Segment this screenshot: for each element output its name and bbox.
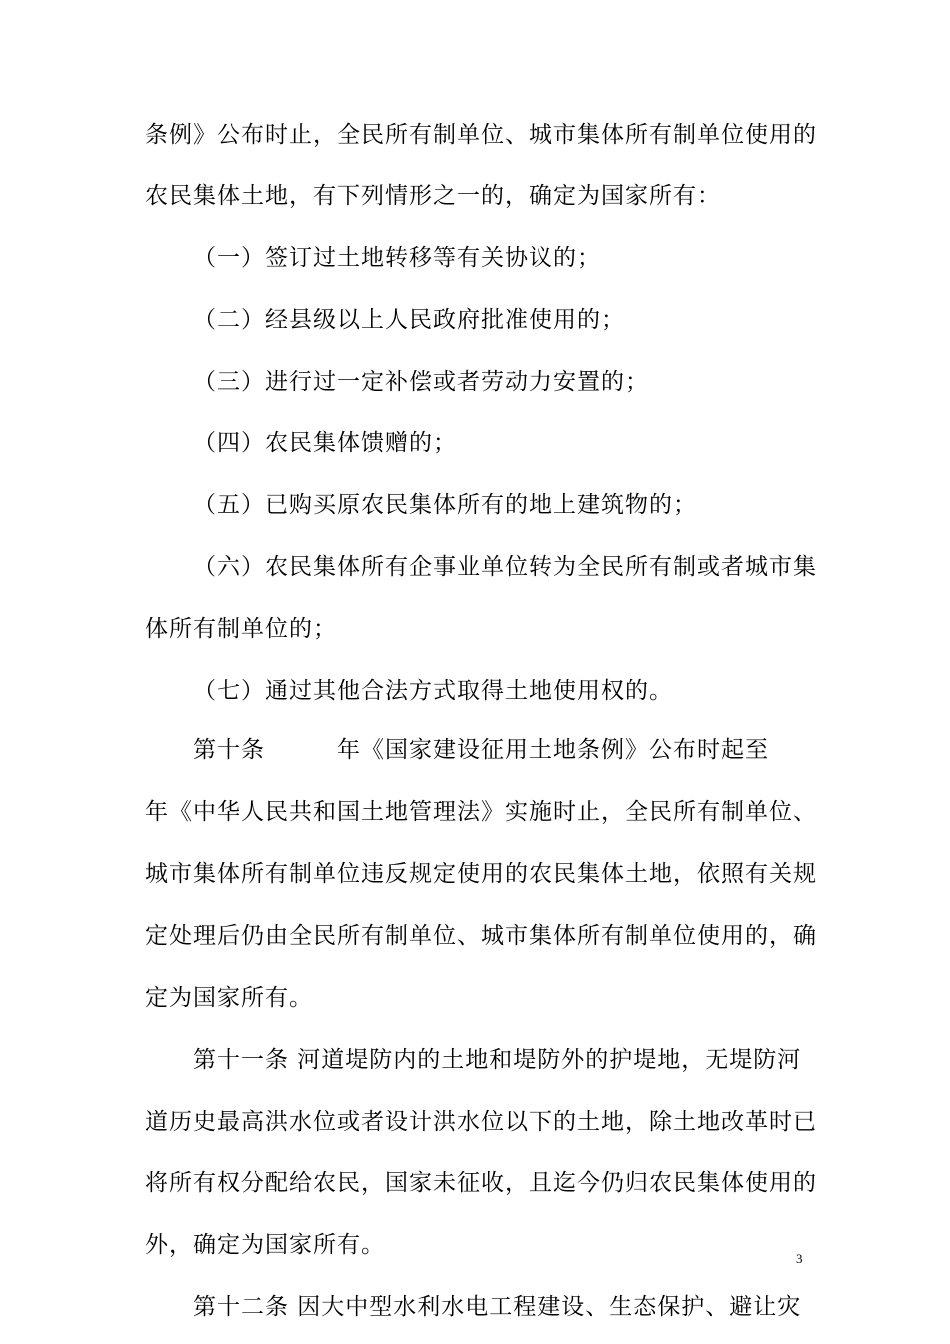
page-number: 3 bbox=[796, 1251, 803, 1266]
article-heading-line: 第十一条 河道堤防内的土地和堤防外的护堤地，无堤防河 bbox=[193, 1047, 802, 1073]
body-line: 定处理后仍由全民所有制单位、城市集体所有制单位使用的，确 bbox=[145, 923, 817, 949]
body-line: 定为国家所有。 bbox=[145, 985, 313, 1011]
article-heading-line: 第十条 年《国家建设征用土地条例》公布时起至 bbox=[193, 737, 769, 763]
list-item: （五）已购买原农民集体所有的地上建筑物的； bbox=[193, 492, 697, 518]
list-item: （四）农民集体馈赠的； bbox=[193, 430, 457, 456]
body-line: 道历史最高洪水位或者设计洪水位以下的土地，除土地改革时已 bbox=[145, 1109, 817, 1135]
article-heading-line: 第十二条 因大中型水利水电工程建设、生态保护、避让灾 bbox=[193, 1294, 802, 1320]
body-line: 将所有权分配给农民，国家未征收，且迄今仍归农民集体使用的 bbox=[145, 1170, 817, 1196]
list-item: （七）通过其他合法方式取得土地使用权的。 bbox=[193, 678, 673, 704]
list-item: （三）进行过一定补偿或者劳动力安置的； bbox=[193, 369, 649, 395]
body-line: 外，确定为国家所有。 bbox=[145, 1232, 385, 1258]
body-line: 条例》公布时止，全民所有制单位、城市集体所有制单位使用的 bbox=[145, 122, 817, 148]
body-line: 年《中华人民共和国土地管理法》实施时止，全民所有制单位、 bbox=[145, 799, 817, 825]
body-line: 农民集体土地，有下列情形之一的，确定为国家所有： bbox=[145, 183, 721, 209]
body-line: 城市集体所有制单位违反规定使用的农民集体土地，依照有关规 bbox=[145, 861, 817, 887]
list-item: （一）签订过土地转移等有关协议的； bbox=[193, 245, 601, 271]
list-item: （二）经县级以上人民政府批准使用的； bbox=[193, 307, 625, 333]
list-item: （六）农民集体所有企事业单位转为全民所有制或者城市集 bbox=[193, 554, 817, 580]
body-line: 体所有制单位的； bbox=[145, 616, 337, 642]
